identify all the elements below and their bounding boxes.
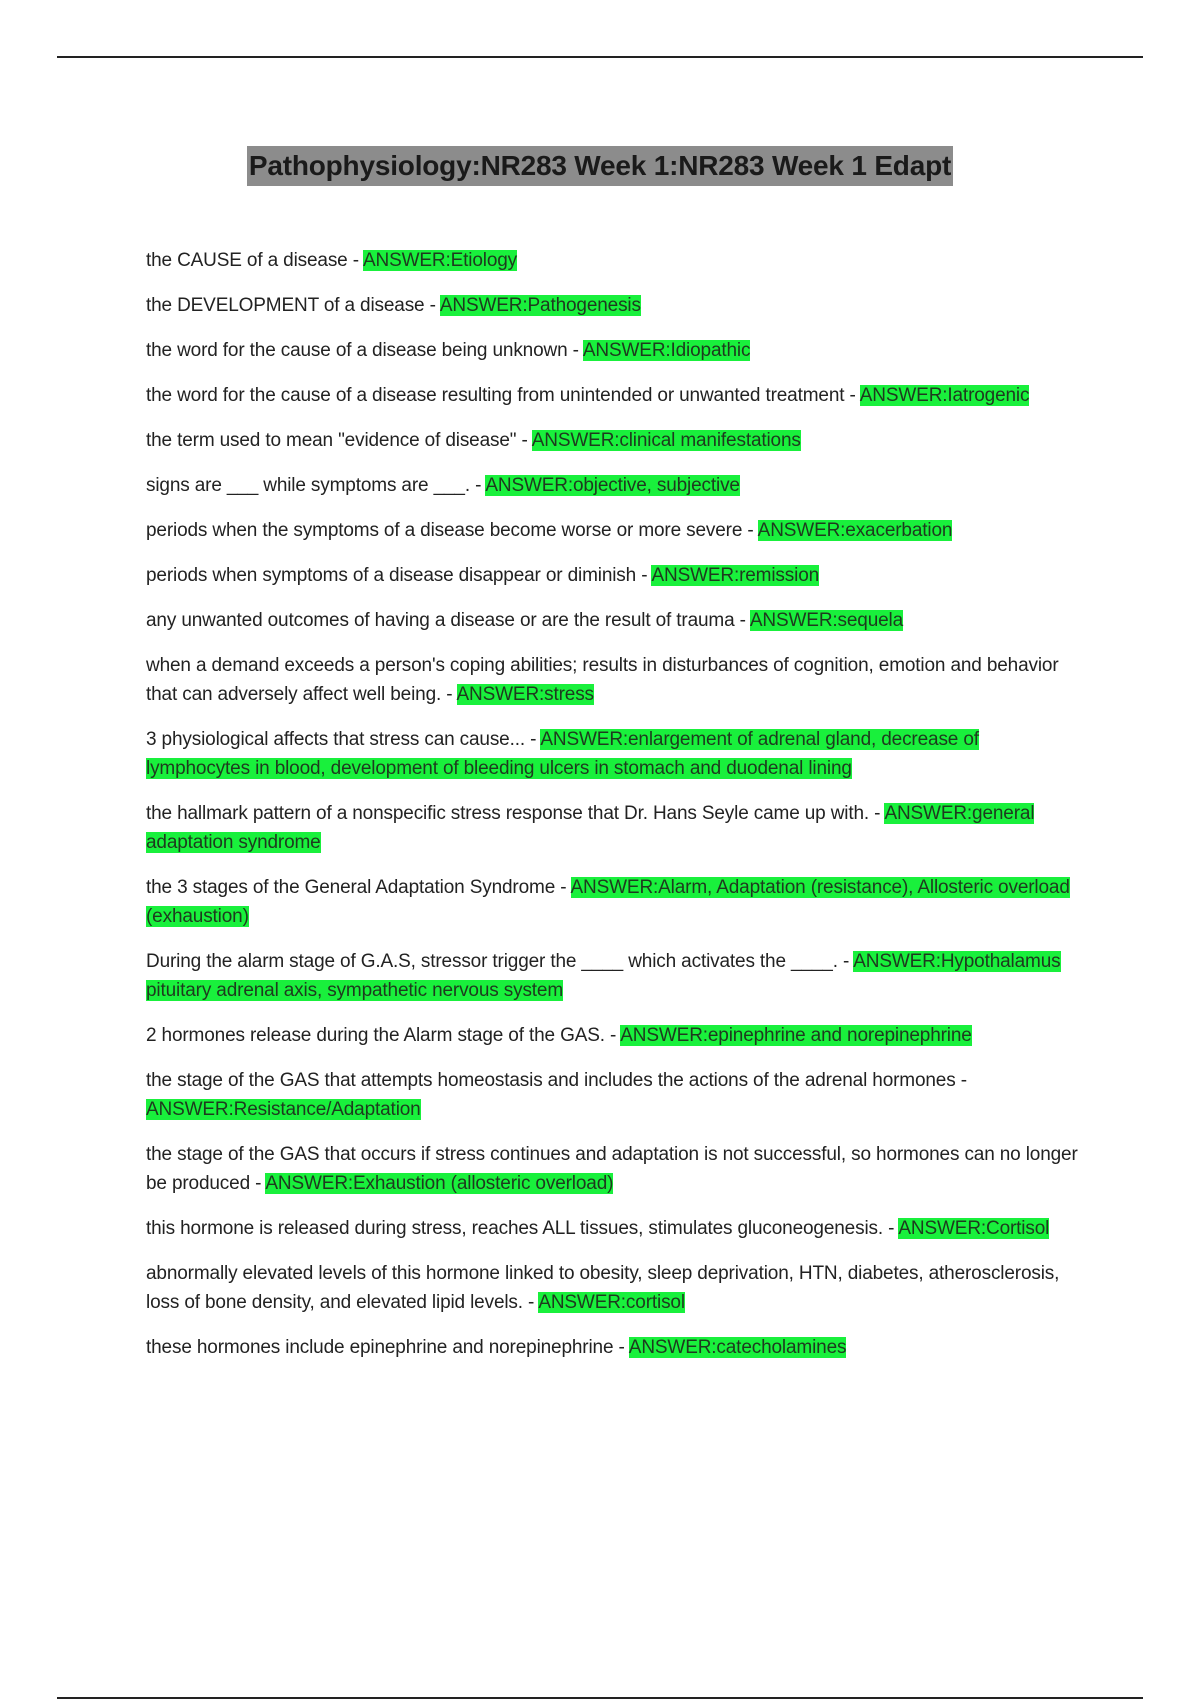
answer-highlight: ANSWER:sequela [749, 610, 904, 631]
answer-highlight: ANSWER:Idiopathic [582, 340, 751, 361]
answer-highlight: ANSWER:cortisol [538, 1292, 685, 1313]
question-text: periods when the symptoms of a disease become worse or more severe [146, 520, 743, 541]
qa-item [146, 1333, 1086, 1362]
separator: - [525, 729, 541, 750]
question-text: During the alarm stage of G.A.S, stressor trigger the ____ which activates the ____. [146, 951, 838, 972]
answer-highlight: ANSWER:objective, subjective [485, 475, 740, 496]
question-text: the stage of the GAS that occurs if stress continues and adaptation is not successful, so hormones can no longer be produced [146, 1144, 1078, 1194]
qa-item [146, 471, 1086, 500]
question-text: this hormone is released during stress, reaches ALL tissues, stimulates gluconeogenesis. [146, 1218, 883, 1239]
question-text: the hallmark pattern of a nonspecific stress response that Dr. Hans Seyle came up with. [146, 803, 870, 824]
header-rule [57, 56, 1143, 58]
separator: - [522, 1292, 539, 1313]
answer-highlight: ANSWER:Exhaustion (allosteric overload) [265, 1173, 614, 1194]
separator: - [469, 475, 486, 496]
separator: - [636, 565, 652, 586]
footer-rule [57, 1697, 1143, 1699]
question-text: periods when symptoms of a disease disappear or diminish [146, 565, 637, 586]
answer-highlight: ANSWER:Resistance/Adaptation [146, 1099, 421, 1120]
separator: - [869, 803, 885, 824]
answer-highlight: ANSWER:remission [651, 565, 820, 586]
page-title: Pathophysiology:NR283 Week 1:NR283 Week 1 Edapt [247, 146, 953, 186]
answer-highlight: ANSWER:general adaptation syndrome [146, 803, 1035, 853]
answer-highlight: ANSWER:catecholamines [628, 1337, 847, 1358]
question-text: the DEVELOPMENT of a disease [146, 295, 425, 316]
question-text: 3 physiological affects that stress can cause... [146, 729, 525, 750]
qa-item [146, 1021, 1086, 1050]
qa-item [146, 725, 1086, 783]
answer-highlight: ANSWER:Pathogenesis [439, 295, 641, 316]
answer-highlight: ANSWER:Alarm, Adaptation (resistance), Allosteric overload (exhaustion) [146, 877, 1070, 927]
separator: - [555, 877, 571, 898]
separator: - [734, 610, 750, 631]
qa-item [146, 1140, 1086, 1198]
qa-item [146, 651, 1086, 709]
separator: - [955, 1070, 967, 1091]
separator: - [844, 385, 860, 406]
qa-item [146, 1214, 1086, 1243]
qa-item [146, 336, 1086, 365]
separator: - [347, 250, 363, 271]
qa-item [146, 1066, 1086, 1124]
qa-item [146, 246, 1086, 275]
qa-item [146, 606, 1086, 635]
qa-item [146, 426, 1086, 455]
answer-highlight: ANSWER:Etiology [362, 250, 518, 271]
qa-item [146, 516, 1086, 545]
qa-item [146, 799, 1086, 857]
qa-item [146, 561, 1086, 590]
answer-highlight: ANSWER:Iatrogenic [859, 385, 1030, 406]
qa-item [146, 873, 1086, 931]
separator: - [837, 951, 854, 972]
question-text: when a demand exceeds a person's coping abilities; results in disturbances of cognition, emotion and behavior that can adversely affect well being. [146, 655, 1059, 705]
separator: - [250, 1173, 266, 1194]
separator: - [424, 295, 440, 316]
question-text: signs are ___ while symptoms are ___. [146, 475, 470, 496]
answer-highlight: ANSWER:clinical manifestations [531, 430, 801, 451]
question-text: the word for the cause of a disease being unknown [146, 340, 568, 361]
separator: - [742, 520, 758, 541]
question-text: these hormones include epinephrine and norepinephrine [146, 1337, 614, 1358]
qa-item [146, 1259, 1086, 1317]
question-text: the term used to mean "evidence of disease" [146, 430, 517, 451]
qa-item [146, 291, 1086, 320]
answer-highlight: ANSWER:exacerbation [757, 520, 953, 541]
question-text: abnormally elevated levels of this hormone linked to obesity, sleep deprivation, HTN, diabetes, atherosclerosis, loss of bone density, and elevated lipid levels. [146, 1263, 1060, 1313]
separator: - [883, 1218, 899, 1239]
qa-item [146, 381, 1086, 410]
separator: - [516, 430, 532, 451]
title-block [0, 146, 1200, 186]
qa-item [146, 947, 1086, 1005]
question-text: the 3 stages of the General Adaptation Syndrome [146, 877, 556, 898]
answer-highlight: ANSWER:enlargement of adrenal gland, decrease of lymphocytes in blood, development of bleeding ulcers in stomach and duodenal lining [146, 729, 979, 779]
question-text: 2 hormones release during the Alarm stage of the GAS. [146, 1025, 605, 1046]
separator: - [613, 1337, 629, 1358]
separator: - [567, 340, 583, 361]
question-text: the word for the cause of a disease resulting from unintended or unwanted treatment [146, 385, 845, 406]
separator: - [441, 684, 457, 705]
qa-list [146, 246, 1086, 1378]
answer-highlight: ANSWER:Hypothalamus pituitary adrenal axis, sympathetic nervous system [146, 951, 1061, 1001]
answer-highlight: ANSWER:epinephrine and norepinephrine [620, 1025, 972, 1046]
question-text: the stage of the GAS that attempts homeostasis and includes the actions of the adrenal hormones [146, 1070, 956, 1091]
question-text: the CAUSE of a disease [146, 250, 348, 271]
answer-highlight: ANSWER:Cortisol [898, 1218, 1050, 1239]
question-text: any unwanted outcomes of having a disease or are the result of trauma [146, 610, 735, 631]
answer-highlight: ANSWER:stress [456, 684, 594, 705]
separator: - [604, 1025, 621, 1046]
